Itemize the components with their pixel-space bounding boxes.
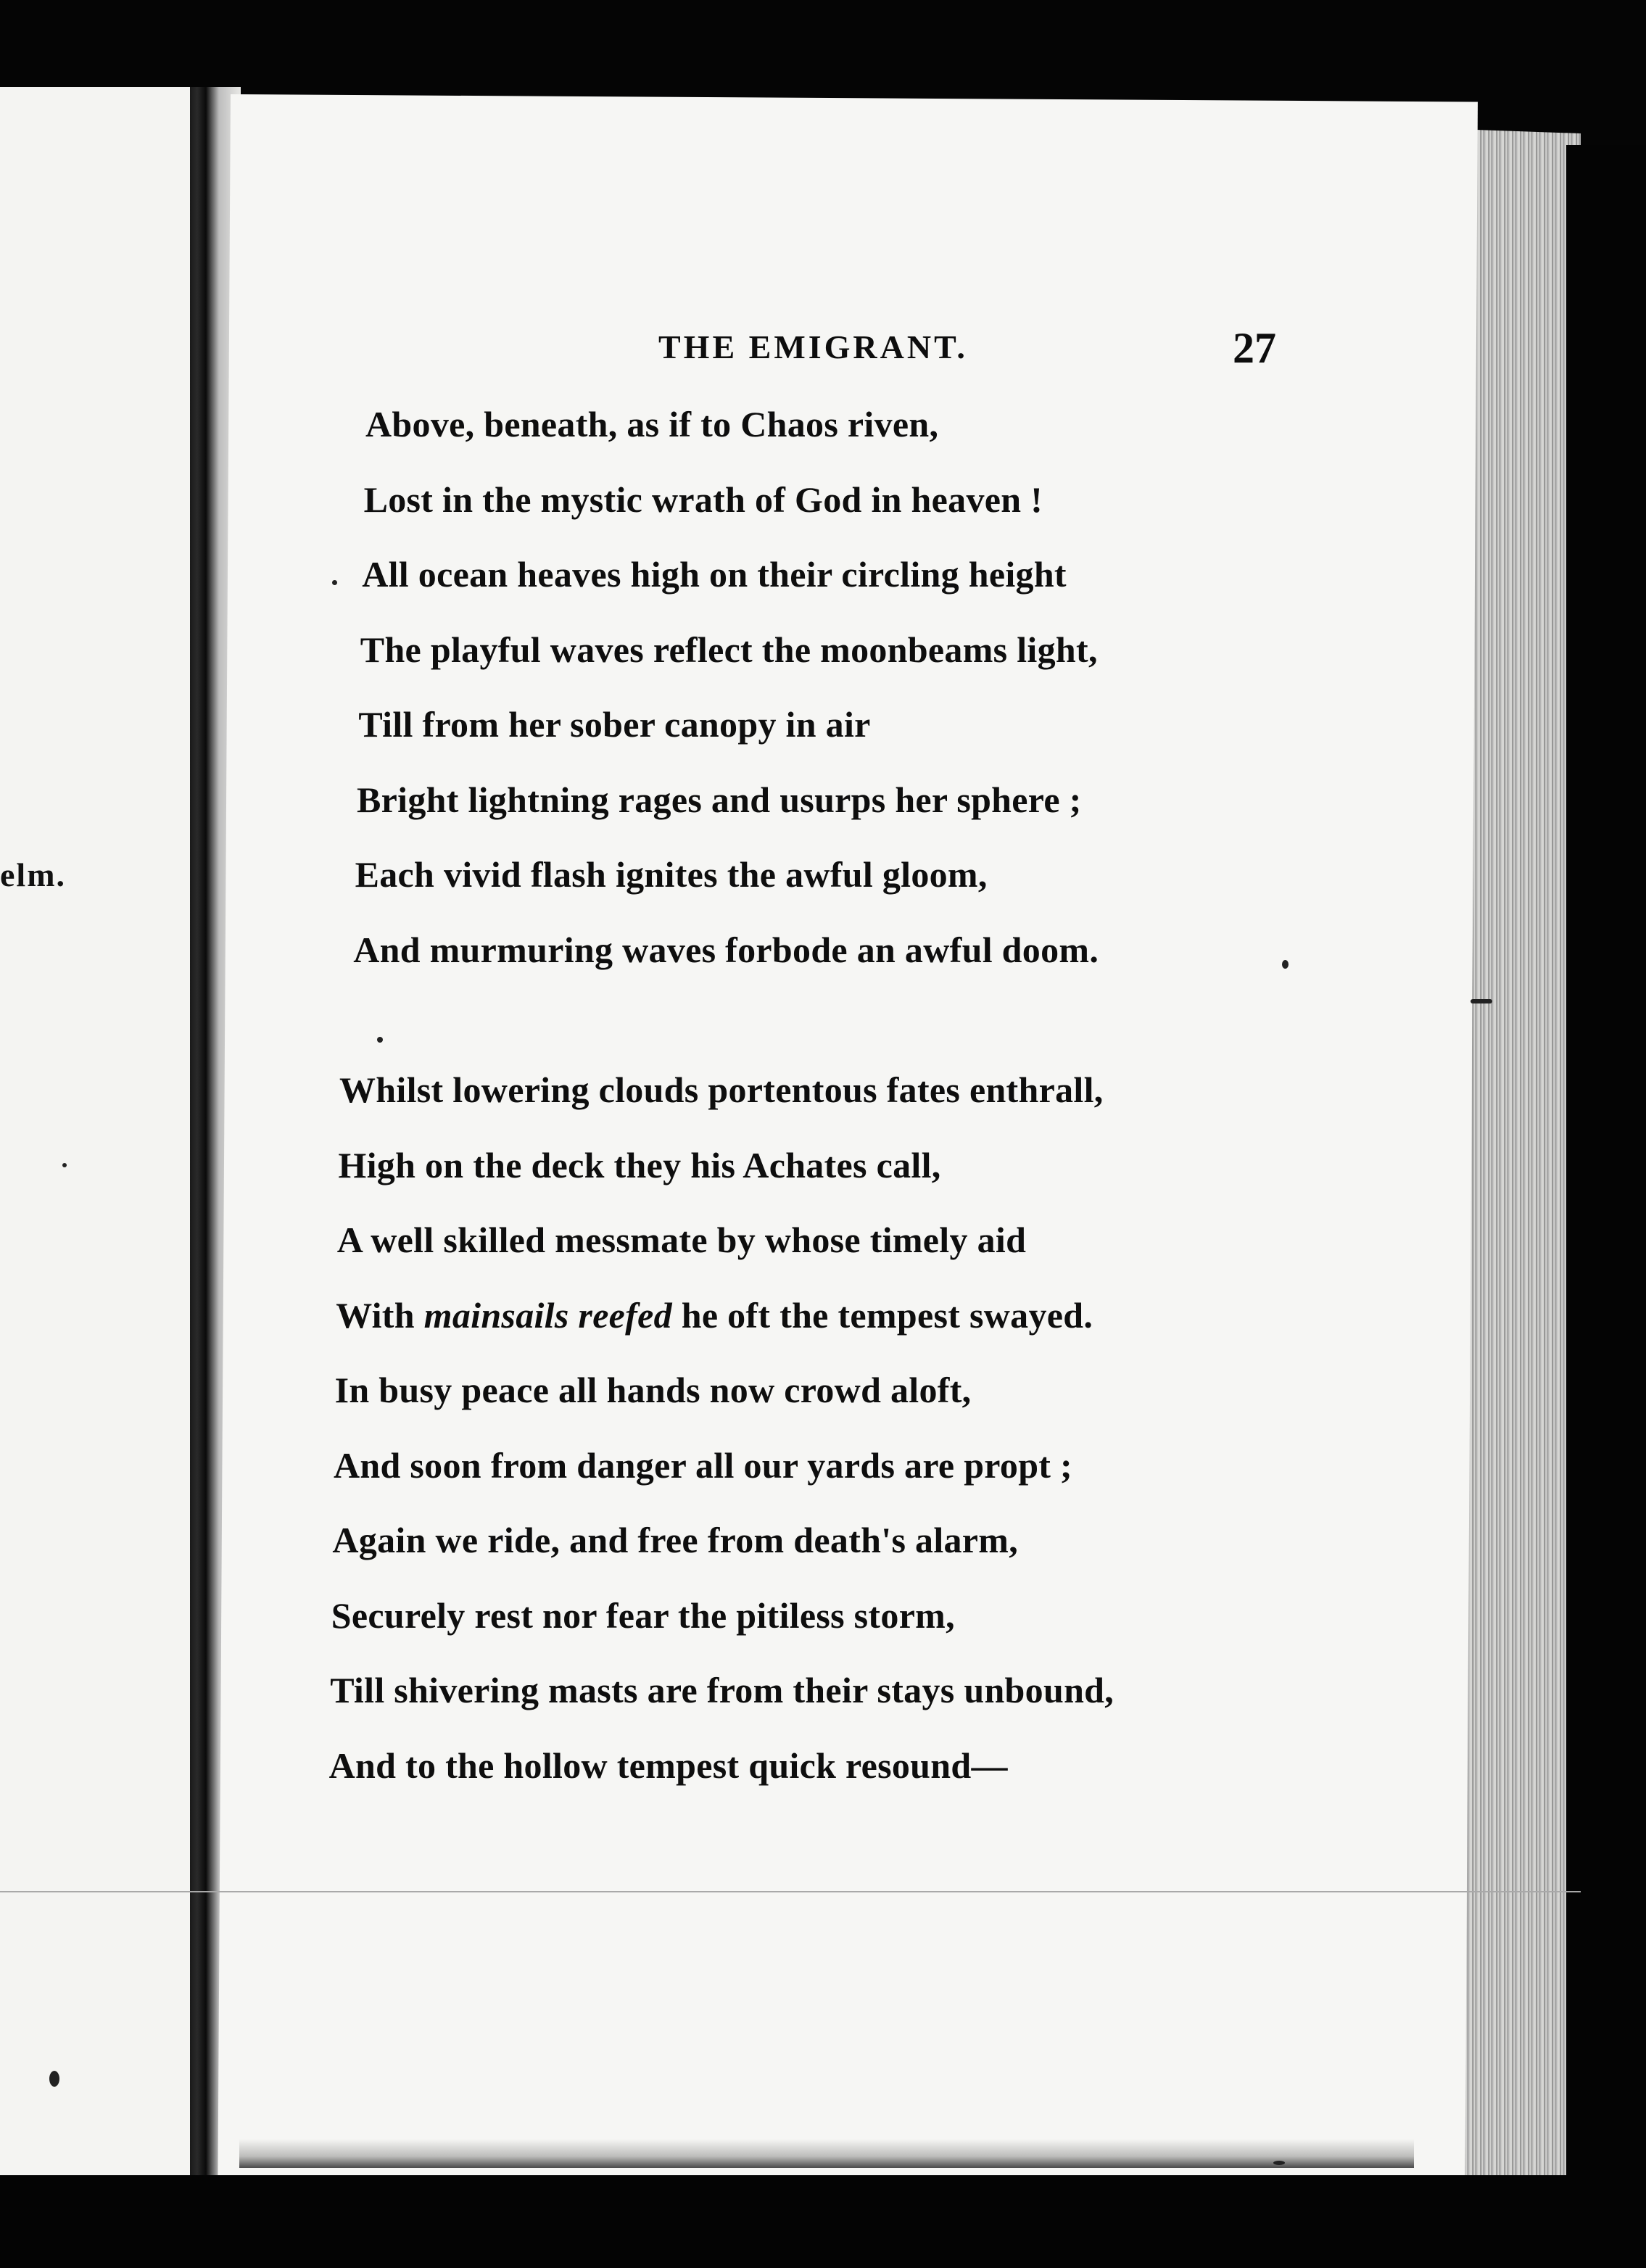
verse-text: he oft the tempest swayed. [671, 1294, 1093, 1336]
verse-line: Bright lightning rages and usurps her sphere ; [357, 779, 1082, 820]
verse-line: Each vivid flash ignites the awful gloom, [355, 854, 988, 895]
verse-line: The playful waves reflect the moonbeams light, [360, 629, 1098, 670]
scan-border-right [1566, 145, 1646, 2268]
verse-line [336, 1294, 1093, 1336]
scan-border-bottom [0, 2175, 1646, 2268]
ink-speck [332, 580, 337, 585]
verse-line: A well skilled messmate by whose timely aid [336, 1220, 1027, 1260]
verse-line: And to the hollow tempest quick resound— [328, 1745, 1008, 1786]
running-head: THE EMIGRANT. [658, 328, 968, 365]
verse-line: Till shivering masts are from their stays unbound, [330, 1670, 1114, 1710]
page-number: 27 [1233, 324, 1276, 372]
ink-speck [1273, 2161, 1285, 2165]
verse-line: All ocean heaves high on their circling height [362, 554, 1067, 595]
verse-line: Lost in the mystic wrath of God in heaven ! [363, 479, 1043, 520]
verse-line: Securely rest nor fear the pitiless storm, [331, 1594, 955, 1636]
previous-page-text-fragment: elm. [0, 856, 67, 893]
ink-speck [1471, 999, 1492, 1003]
verse-line: Whilst lowering clouds portentous fates enthrall, [339, 1069, 1104, 1110]
scan-artifact-line [0, 1891, 1581, 1892]
verse-line: Again we ride, and free from death's alarm, [332, 1520, 1019, 1560]
verse-text: With [336, 1294, 424, 1336]
verse-italic-text: mainsails reefed [423, 1294, 672, 1336]
verse-line: And soon from danger all our yards are propt ; [334, 1444, 1072, 1486]
verse-line: High on the deck they his Achates call, [338, 1144, 941, 1185]
verse-line: And murmuring waves forbode an awful doom. [353, 929, 1099, 970]
ink-speck [377, 1037, 383, 1043]
verse-line: Till from her sober canopy in air [358, 704, 871, 745]
ink-speck [49, 2071, 59, 2087]
previous-page [0, 87, 190, 2190]
ink-speck [1282, 960, 1289, 969]
page-bottom-edge [239, 2139, 1414, 2168]
ink-speck [62, 1163, 67, 1167]
verse-line: Above, beneath, as if to Chaos riven, [365, 404, 939, 444]
verse-line: In busy peace all hands now crowd aloft, [334, 1370, 972, 1410]
